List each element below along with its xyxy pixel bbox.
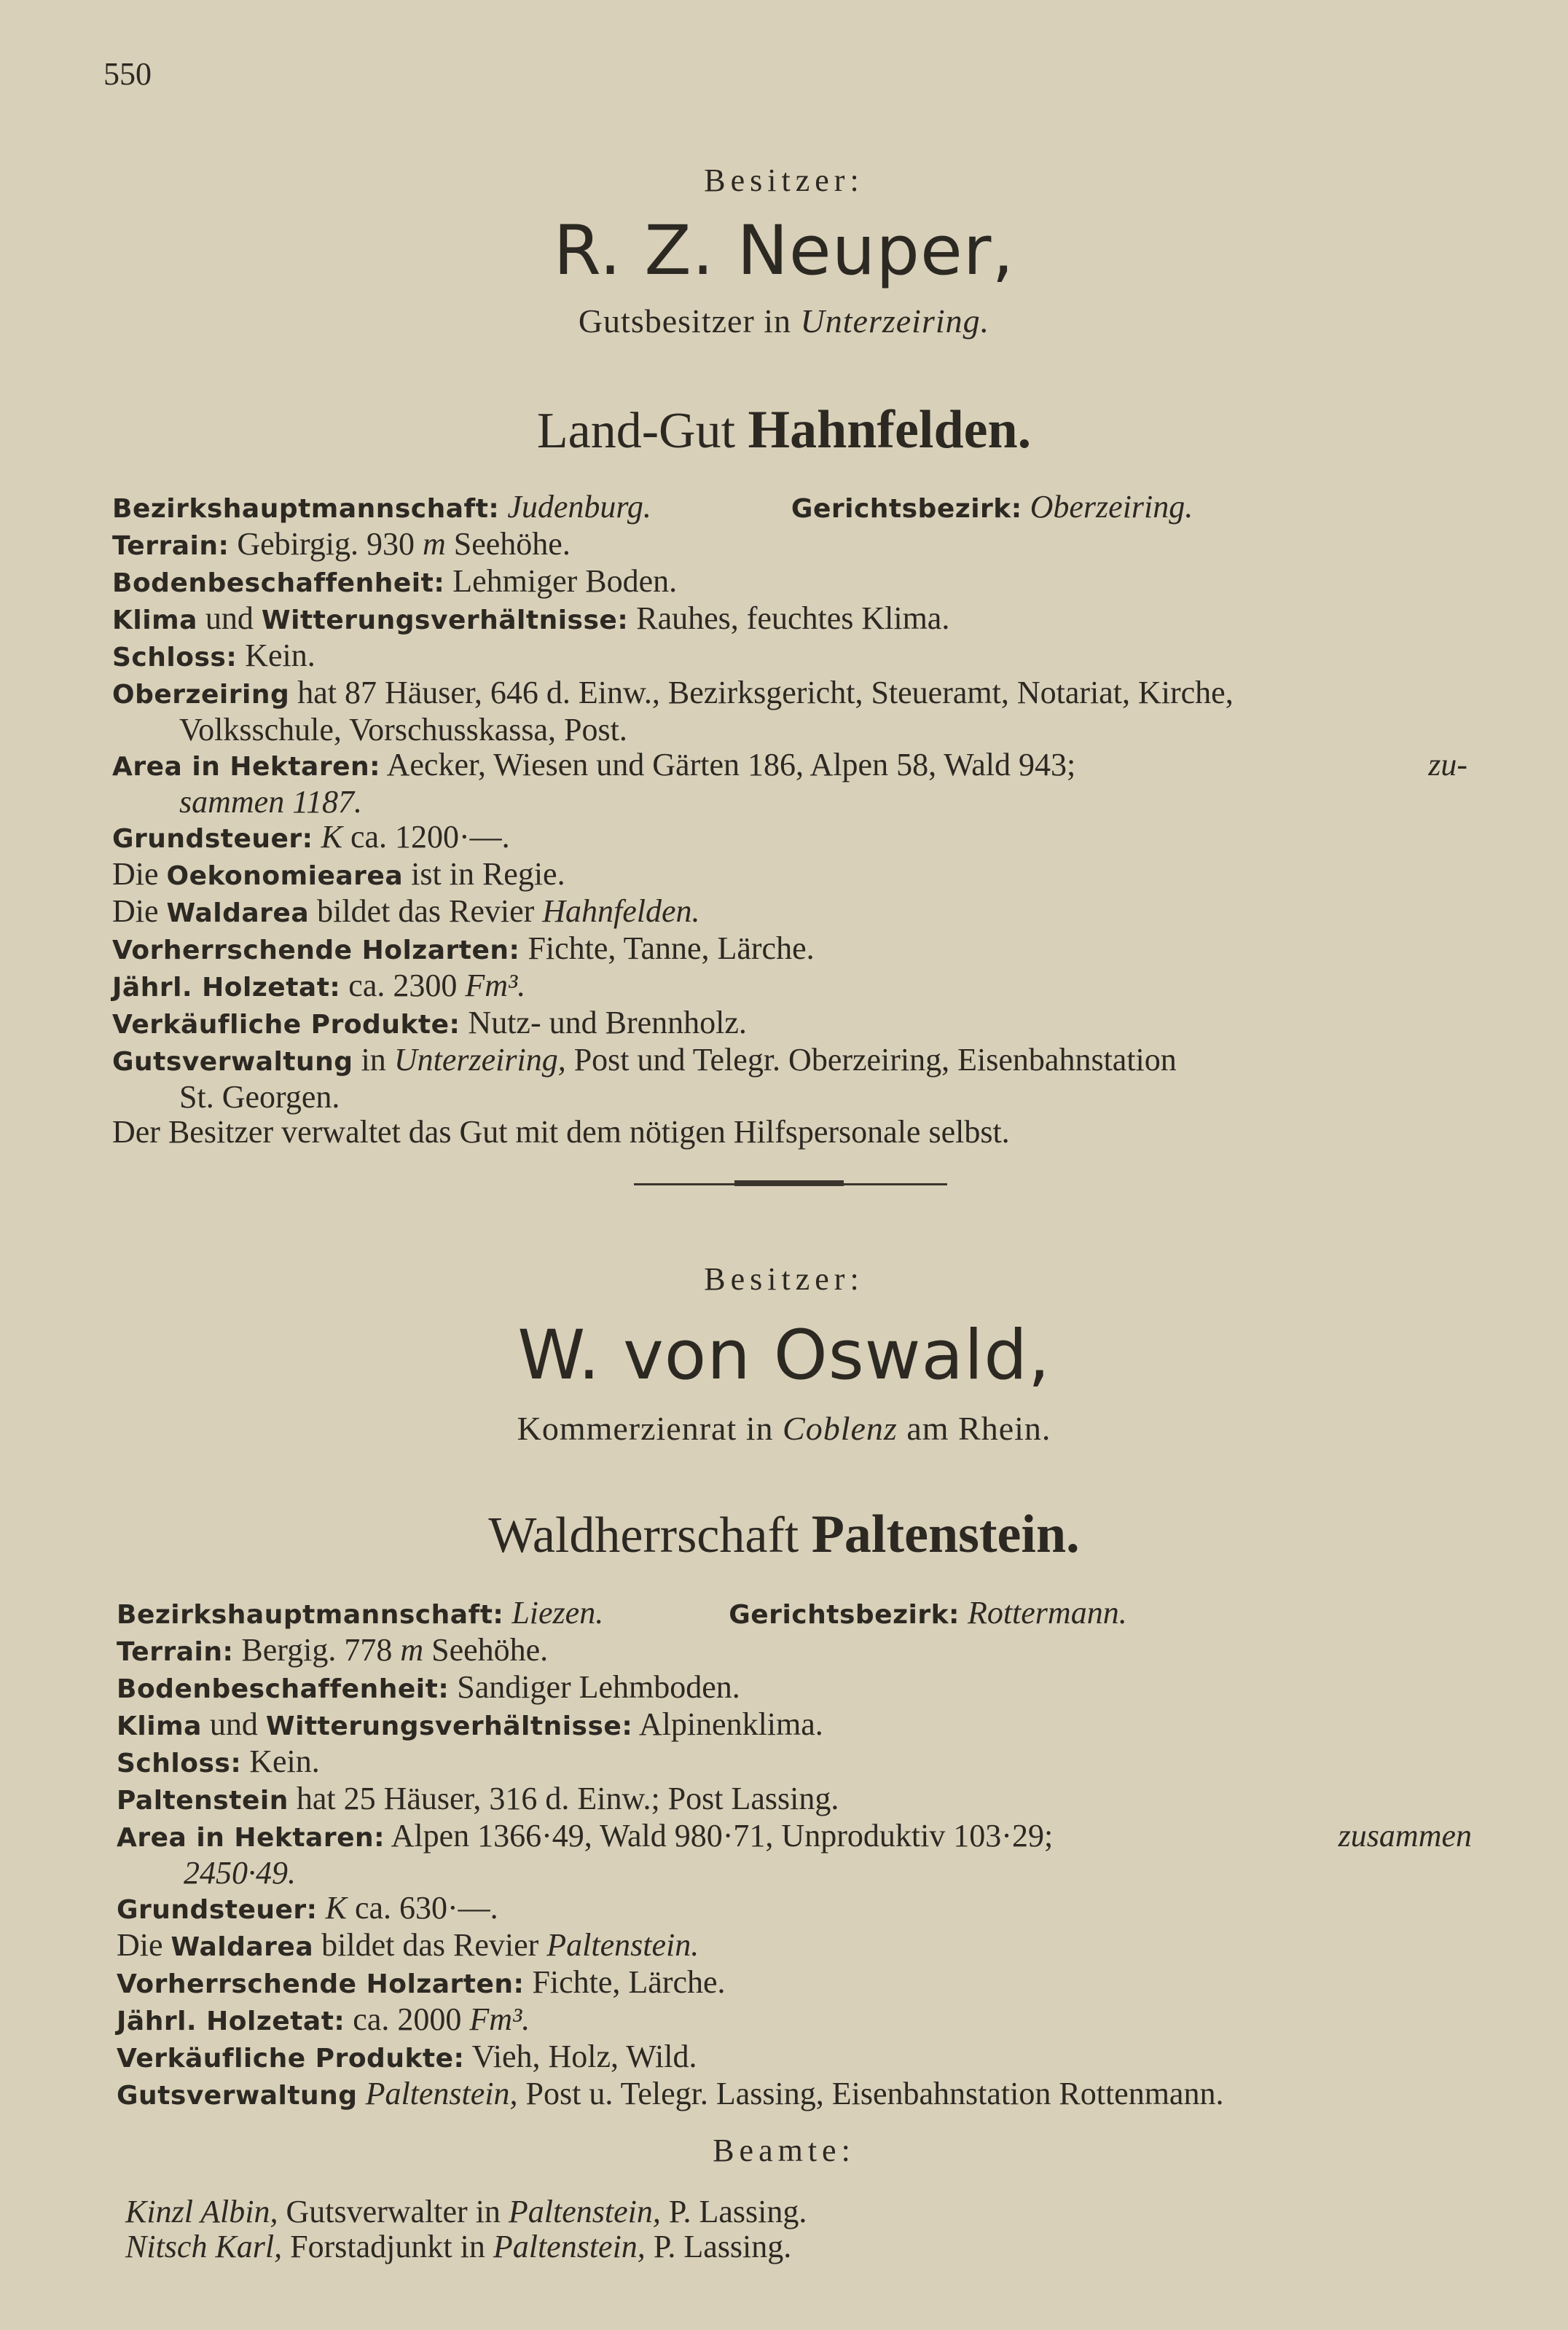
detail-line: Paltenstein hat 25 Häuser, 316 d. Einw.; Post Lassing. <box>117 1781 839 1816</box>
detail-line: Bodenbeschaffenheit: Lehmiger Boden. <box>112 563 678 599</box>
estate-details-1 <box>112 490 1467 1150</box>
estate-title-2: Waldherrschaft Paltenstein. <box>488 1505 1080 1564</box>
owner-name-2: W. von Oswald, <box>517 1316 1051 1395</box>
detail-line: Schloss: Kein. <box>117 1743 320 1779</box>
detail-line: Verkäufliche Produkte: Nutz- und Brennholz. <box>112 1005 747 1040</box>
owner-subtitle-2: Kommerzienrat in Coblenz am Rhein. <box>517 1410 1051 1447</box>
besitzer-label-1: Besitzer: <box>704 162 864 198</box>
detail-line: Die Waldarea bildet das Revier Paltenstein. <box>117 1927 699 1963</box>
detail-line: Der Besitzer verwaltet das Gut mit dem nötigen Hilfspersonale selbst. <box>112 1114 1010 1150</box>
detail-line: Area in Hektaren: Aecker, Wiesen und Gärten 186, Alpen 58, Wald 943; zu- <box>112 747 1467 782</box>
detail-line: Vorherrschende Holzarten: Fichte, Lärche. <box>117 1964 726 2000</box>
besitzer-label-2: Besitzer: <box>704 1261 864 1297</box>
section-divider-ornament <box>734 1180 844 1186</box>
detail-line: Gutsverwaltung in Unterzeiring, Post und Telegr. Oberzeiring, Eisenbahnstation <box>112 1042 1177 1078</box>
detail-line: Grundsteuer: K ca. 1200·—. <box>112 819 510 855</box>
detail-line: Jährl. Holzetat: ca. 2000 Fm³. <box>117 2001 530 2037</box>
estate-details-2 <box>117 1596 1472 2114</box>
owner-name-1: R. Z. Neuper, <box>553 211 1015 291</box>
detail-line: Die Oekonomiearea ist in Regie. <box>112 856 565 892</box>
detail-line: 2450·49. <box>184 1855 296 1891</box>
page-number: 550 <box>103 56 152 92</box>
detail-line: Vorherrschende Holzarten: Fichte, Tanne, Lärche. <box>112 930 815 966</box>
detail-line: Verkäufliche Produkte: Vieh, Holz, Wild. <box>117 2039 697 2074</box>
detail-line: Jährl. Holzetat: ca. 2300 Fm³. <box>112 968 526 1003</box>
detail-line: Schloss: Kein. <box>112 638 315 673</box>
detail-line: Gutsverwaltung Paltenstein, Post u. Telegr. Lassing, Eisenbahnstation Rottenmann. <box>117 2076 1224 2111</box>
detail-line: St. Georgen. <box>179 1079 340 1115</box>
list-item: Nitsch Karl, Forstadjunkt in Paltenstein, P. Lassing. <box>125 2229 792 2264</box>
detail-line: Klima und Witterungsverhältnisse: Alpinenklima. <box>117 1706 823 1742</box>
detail-line: Die Waldarea bildet das Revier Hahnfelden. <box>112 893 700 929</box>
detail-line: Bezirkshauptmannschaft: Judenburg. Gerichtsbezirk: Oberzeiring. <box>112 489 1193 525</box>
detail-line: Volksschule, Vorschusskassa, Post. <box>179 712 627 748</box>
detail-line: Oberzeiring hat 87 Häuser, 646 d. Einw., Bezirksgericht, Steueramt, Notariat, Kirche, <box>112 675 1234 710</box>
owner-subtitle-1: Gutsbesitzer in Unterzeiring. <box>578 302 990 340</box>
estate-title-1: Land-Gut Hahnfelden. <box>536 400 1032 460</box>
detail-line: Bodenbeschaffenheit: Sandiger Lehmboden. <box>117 1669 740 1705</box>
beamte-label: Beamte: <box>713 2133 855 2168</box>
detail-line: Klima und Witterungsverhältnisse: Rauhes, feuchtes Klima. <box>112 600 950 636</box>
detail-line: Terrain: Bergig. 778 m Seehöhe. <box>117 1632 549 1668</box>
detail-line: Bezirkshauptmannschaft: Liezen. Gerichtsbezirk: Rottermann. <box>117 1595 1127 1631</box>
list-item: Kinzl Albin, Gutsverwalter in Paltenstein, P. Lassing. <box>125 2194 807 2229</box>
detail-line: Terrain: Gebirgig. 930 m Seehöhe. <box>112 526 571 562</box>
detail-line: sammen 1187. <box>179 784 362 820</box>
detail-line: Grundsteuer: K ca. 630·—. <box>117 1890 498 1926</box>
beamte-list <box>125 2194 1481 2264</box>
detail-line: Area in Hektaren: Alpen 1366·49, Wald 980·71, Unproduktiv 103·29; zusammen <box>117 1818 1472 1854</box>
